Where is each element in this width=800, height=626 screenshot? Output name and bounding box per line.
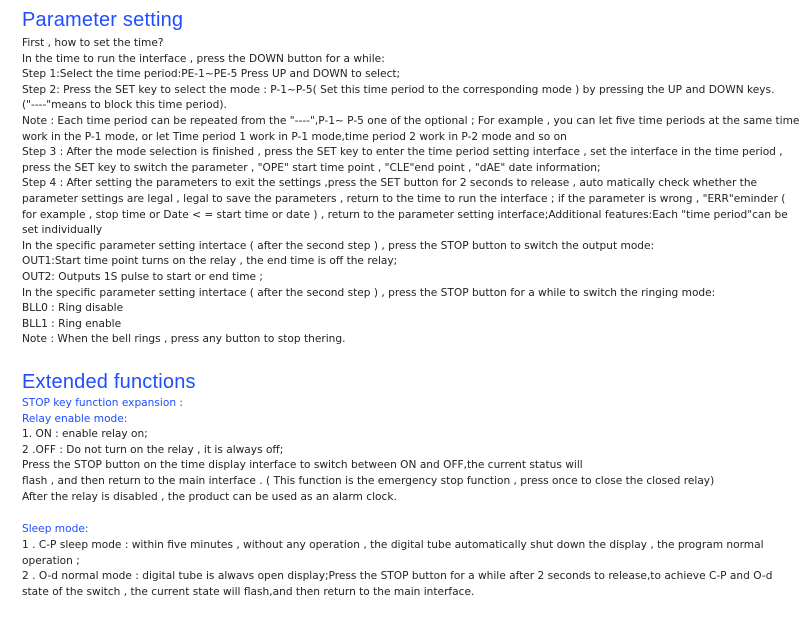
relay-line-5: After the relay is disabled , the product can be used as an alarm clock. — [22, 490, 397, 503]
param-line-7: work in the P-1 mode, or let Time period 1 work in P-1 mode,time period 2 work in P-2 mode and so on — [22, 130, 567, 143]
param-line-6: Note : Each time period can be repeated from the "----",P-1~ P-5 one of the optional ; For example , you can let five time periods at the same time — [22, 115, 800, 127]
relay-line-1: 1. ON : enable relay on; — [22, 428, 148, 441]
param-line-20: Note : When the bell rings , press any button to stop thering. — [22, 333, 346, 346]
stop-key-heading: STOP key function expansion : — [22, 397, 183, 409]
param-line-19: BLL1 : Ring enable — [22, 317, 122, 330]
param-line-13: set individually — [22, 224, 103, 237]
parameter-setting-title: Parameter setting — [22, 9, 184, 31]
param-line-18: BLL0 : Ring disable — [22, 302, 124, 315]
relay-mode-heading: Relay enable mode: — [22, 412, 128, 425]
param-line-10: Step 4 : After setting the parameters to exit the settings ,press the SET button for 2 seconds to release , auto matically check whether the — [22, 177, 758, 190]
param-line-15: OUT1:Start time point turns on the relay , the end time is off the relay; — [22, 255, 398, 268]
relay-line-2: 2 .OFF : Do not turn on the relay , it is always off; — [22, 443, 284, 456]
sleep-mode-heading: Sleep mode: — [22, 523, 89, 535]
param-line-17: In the specific parameter setting intertace ( after the second step ) , press the STOP button for a while to switch the ringing mode: — [22, 286, 716, 299]
param-line-1: First , how to set the time? — [22, 37, 164, 49]
param-line-12: for example , stop time or Date < = start time or date ) , return to the parameter setting interface;Additional features:Each "time period"can be — [22, 208, 788, 221]
param-line-4: Step 2: Press the SET key to select the mode : P-1~P-5( Set this time period to the corresponding mode ) by pressing the UP and DOWN keys. — [22, 83, 775, 96]
param-line-11: parameter settings are legal , legal to save the parameters , return to the time to run the interface ; if the parameter is wrong , "ERR"eminder ( — [22, 193, 786, 205]
param-line-3: Step 1:Select the time period:PE-1~PE-5 Press UP and DOWN to select; — [22, 68, 401, 81]
relay-line-3: Press the STOP button on the time display interface to switch between ON and OFF,the current status will — [22, 459, 583, 472]
relay-line-4: flash , and then return to the main interface . ( This function is the emergency stop function , press once to close the closed relay) — [22, 475, 715, 487]
param-line-8: Step 3 : After the mode selection is finished , press the SET key to enter the time period setting interface , set the interface in the time period , — [22, 146, 783, 159]
param-line-16: OUT2: Outputs 1S pulse to start or end time ; — [22, 271, 263, 283]
sleep-line-2: operation ; — [22, 554, 80, 567]
sleep-line-4: state of the switch , the current state will flash,and then return to the main interface. — [22, 585, 475, 598]
param-line-2: In the time to run the interface , press the DOWN button for a while: — [22, 52, 385, 65]
param-line-14: In the specific parameter setting intertace ( after the second step ) , press the STOP button to switch the output mode: — [22, 239, 655, 252]
extended-functions-title: Extended functions — [22, 371, 196, 393]
param-line-5: ("----"means to block this time period). — [22, 99, 227, 112]
sleep-line-3: 2 . O-d normal mode : digital tube is alwavs open display;Press the STOP button for a while after 2 seconds to release,to achieve C-P and O-d — [22, 570, 773, 583]
sleep-line-1: 1 . C-P sleep mode : within five minutes , without any operation , the digital tube automatically shut down the display , the program normal — [22, 539, 764, 551]
param-line-9: press the SET key to switch the parameter , "OPE" start time point , "CLE"end point , "dAE" date information; — [22, 161, 601, 174]
